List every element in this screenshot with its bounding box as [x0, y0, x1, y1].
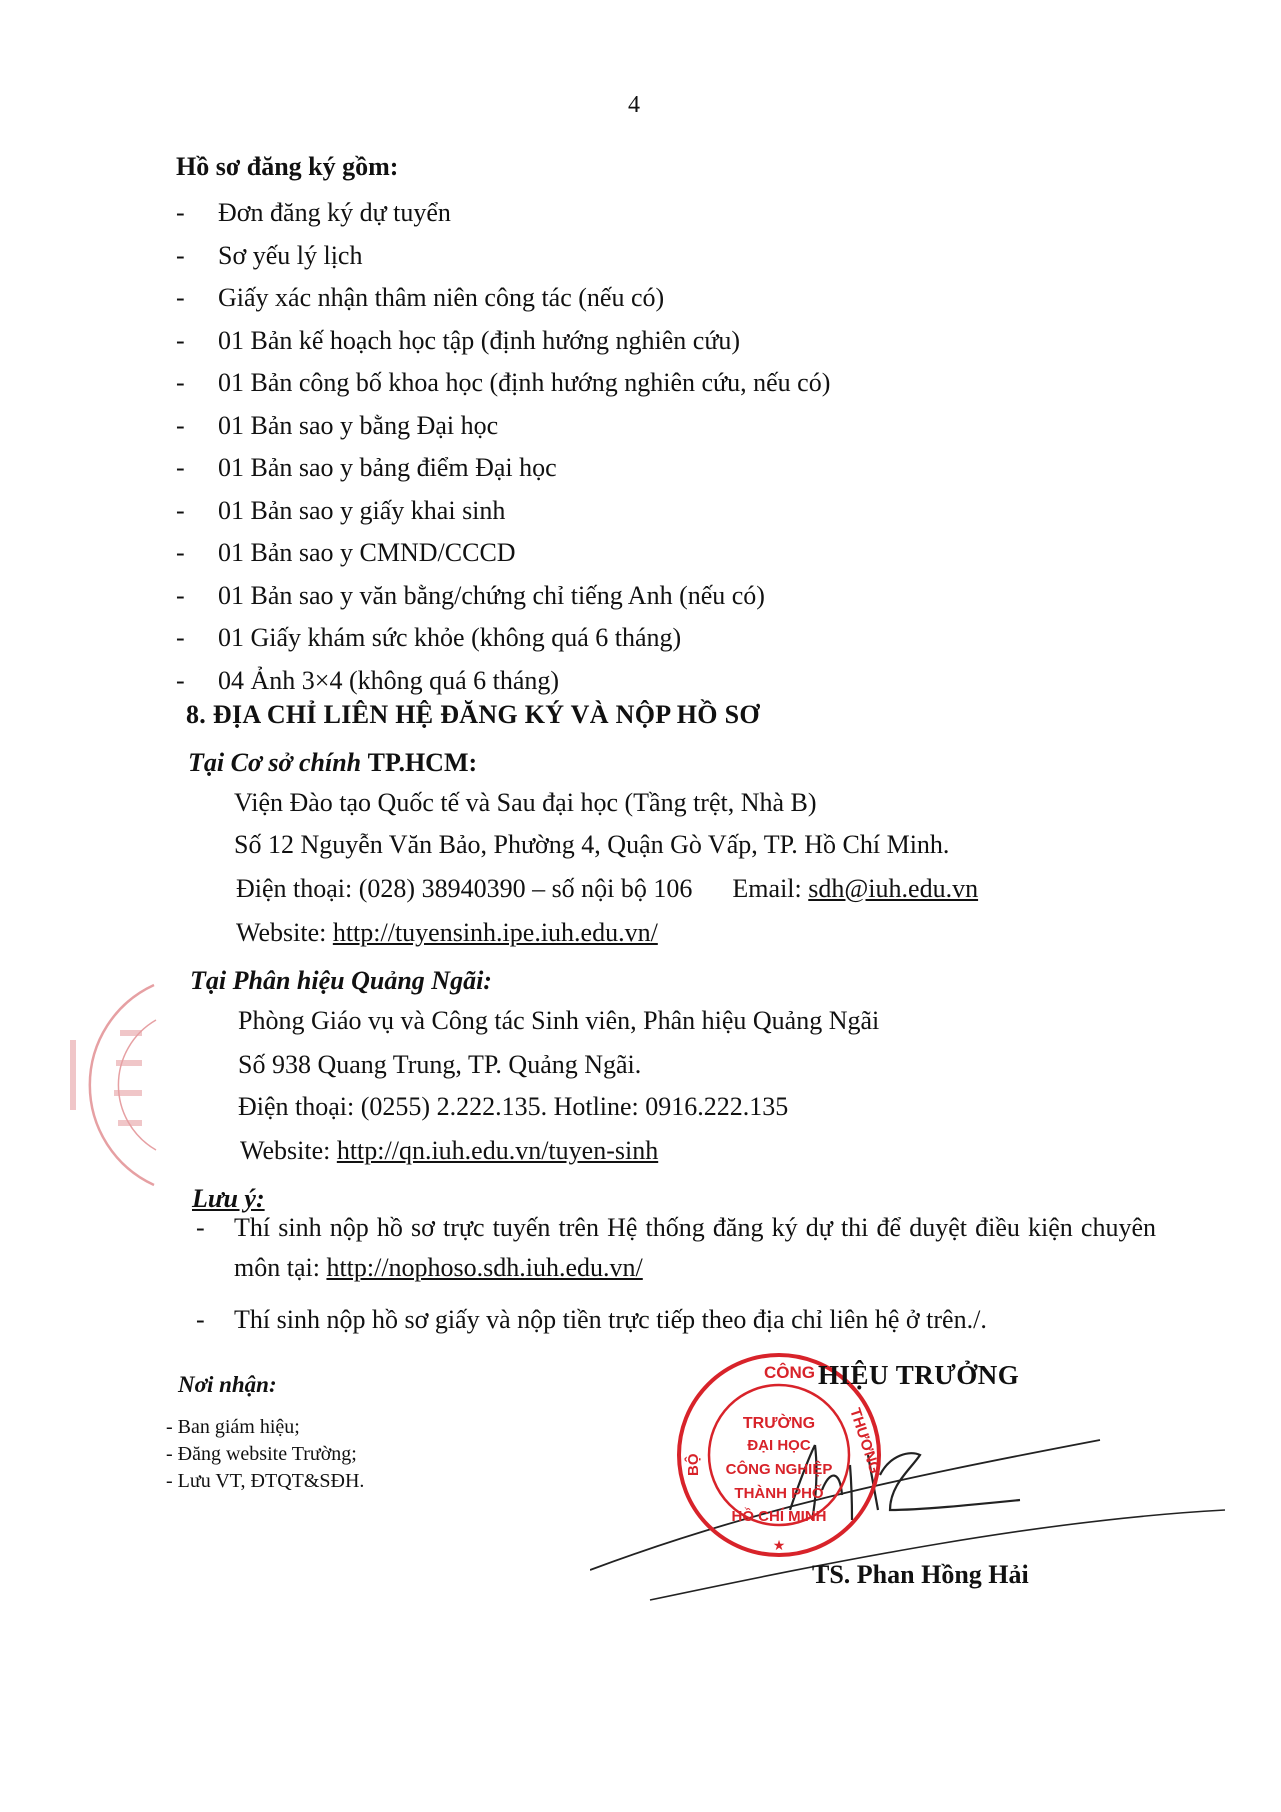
seal-star-icon: ★ — [772, 1539, 786, 1554]
hcm-website-line — [236, 918, 658, 948]
list-dash: - — [176, 325, 185, 355]
seal-line-3: CÔNG NGHIỆP — [725, 1461, 833, 1478]
hcm-phone: Điện thoại: (028) 38940390 – số nội bộ 106 — [236, 874, 693, 903]
document-item-label: 04 Ảnh 3×4 (không quá 6 tháng) — [218, 665, 560, 695]
nophoso-link[interactable]: http://nophoso.sdh.iuh.edu.vn/ — [326, 1253, 643, 1282]
document-item-label: 01 Bản sao y giấy khai sinh — [218, 495, 506, 525]
seal-line-4: THÀNH PHỐ — [734, 1485, 824, 1502]
hcm-website-link[interactable]: http://tuyensinh.ipe.iuh.edu.vn/ — [332, 918, 658, 947]
note-2-text: Thí sinh nộp hồ sơ giấy và nộp tiền trực tiếp theo địa chỉ liên hệ ở trên./. — [234, 1305, 987, 1334]
hcm-website-label: Website: — [236, 918, 333, 947]
list-dash: - — [176, 453, 185, 482]
list-dash: - — [176, 580, 185, 610]
note-item-2 — [196, 1300, 1156, 1340]
list-dash: - — [176, 283, 185, 312]
list-dash: - — [176, 623, 185, 652]
document-item — [176, 660, 830, 703]
document-item — [176, 617, 830, 660]
document-item — [176, 490, 830, 533]
document-item-label: Sơ yếu lý lịch — [218, 240, 363, 270]
recipient-item: - Lưu VT, ĐTQT&SĐH. — [166, 1470, 365, 1492]
hcm-heading — [188, 748, 477, 778]
document-item — [176, 320, 830, 363]
document-item — [176, 532, 830, 575]
note-1-text: Thí sinh nộp hồ sơ trực tuyến trên Hệ thống đăng ký dự thi để duyệt điều kiện chuyên môn tại: — [234, 1213, 1156, 1282]
list-dash: - — [176, 368, 185, 397]
qng-phone: Điện thoại: (0255) 2.222.135. Hotline: 0916.222.135 — [238, 1092, 789, 1121]
section-title: 8. ĐỊA CHỈ LIÊN HỆ ĐĂNG KÝ VÀ NỘP HỒ SƠ — [186, 700, 760, 729]
seal-top-text: CÔNG — [764, 1363, 815, 1382]
document-item-label: 01 Bản kế hoạch học tập (định hướng nghiên cứu) — [218, 325, 741, 355]
page-number: 4 — [628, 92, 640, 118]
document-item — [176, 405, 830, 448]
hcm-address: Số 12 Nguyễn Văn Bảo, Phường 4, Quận Gò Vấp, TP. Hồ Chí Minh. — [234, 830, 950, 859]
list-dash: - — [176, 240, 185, 270]
document-item-label: 01 Bản sao y CMND/CCCD — [218, 538, 516, 567]
document-item — [176, 575, 830, 618]
document-item — [176, 447, 830, 490]
list-dash: - — [176, 198, 185, 227]
note-dash: - — [196, 1305, 205, 1334]
list-dash: - — [176, 538, 185, 567]
document-item-label: 01 Bản sao y bằng Đại học — [218, 410, 499, 440]
document-item-label: 01 Bản sao y văn bằng/chứng chỉ tiếng Anh (nếu có) — [218, 580, 765, 610]
hcm-unit: Viện Đào tạo Quốc tế và Sau đại học (Tầng trệt, Nhà B) — [234, 788, 817, 817]
seal-left-text: BỘ — [685, 1453, 702, 1476]
recipient-item: - Ban giám hiệu; — [166, 1416, 300, 1438]
document-item-label: 01 Bản công bố khoa học (định hướng nghiên cứu, nếu có) — [218, 368, 831, 397]
document-item — [176, 277, 830, 320]
hcm-email-link[interactable]: sdh@iuh.edu.vn — [808, 874, 979, 903]
document-item — [176, 192, 830, 235]
qng-address: Số 938 Quang Trung, TP. Quảng Ngãi. — [238, 1050, 642, 1079]
documents-heading: Hồ sơ đăng ký gồm: — [176, 152, 399, 181]
qng-unit: Phòng Giáo vụ và Công tác Sinh viên, Phân hiệu Quảng Ngãi — [238, 1006, 880, 1035]
document-item — [176, 235, 830, 278]
hcm-heading-prefix: Tại Cơ sở chính — [188, 748, 368, 777]
hcm-phone-line — [236, 874, 978, 904]
notes-heading: Lưu ý: — [192, 1184, 265, 1213]
seal-line-2: ĐẠI HỌC — [747, 1437, 811, 1454]
qng-website-line — [240, 1136, 658, 1166]
seal-line-1: TRƯỜNG — [742, 1415, 816, 1432]
hcm-email-label: Email: — [732, 874, 809, 903]
document-item-label: Giấy xác nhận thâm niên công tác (nếu có) — [218, 283, 665, 312]
list-dash: - — [176, 665, 185, 695]
signer-name: TS. Phan Hồng Hải — [812, 1560, 1029, 1589]
recipients-list — [166, 1414, 364, 1495]
qng-website-label: Website: — [240, 1136, 337, 1165]
qng-website-link[interactable]: http://qn.iuh.edu.vn/tuyen-sinh — [336, 1136, 659, 1165]
qng-heading: Tại Phân hiệu Quảng Ngãi: — [190, 966, 492, 995]
recipients-heading: Nơi nhận: — [178, 1372, 277, 1397]
document-item-label: 01 Giấy khám sức khỏe (không quá 6 tháng) — [218, 623, 682, 652]
note-item-1 — [196, 1208, 1156, 1288]
seal-right-text: THƯƠNG — [846, 1405, 884, 1476]
list-dash: - — [176, 410, 185, 440]
page-edge-seal-fragment — [24, 980, 164, 1190]
signer-title: HIỆU TRƯỞNG — [818, 1360, 1020, 1390]
document-item-label: Đơn đăng ký dự tuyển — [218, 198, 451, 227]
document-item — [176, 362, 830, 405]
documents-list — [176, 192, 830, 702]
note-dash: - — [196, 1213, 205, 1242]
document-item-label: 01 Bản sao y bảng điểm Đại học — [218, 453, 557, 482]
seal-line-5: HỒ CHÍ MINH — [731, 1508, 827, 1525]
hcm-heading-city: TP.HCM: — [367, 748, 478, 777]
list-dash: - — [176, 495, 185, 525]
recipient-item: - Đăng website Trường; — [166, 1443, 357, 1465]
